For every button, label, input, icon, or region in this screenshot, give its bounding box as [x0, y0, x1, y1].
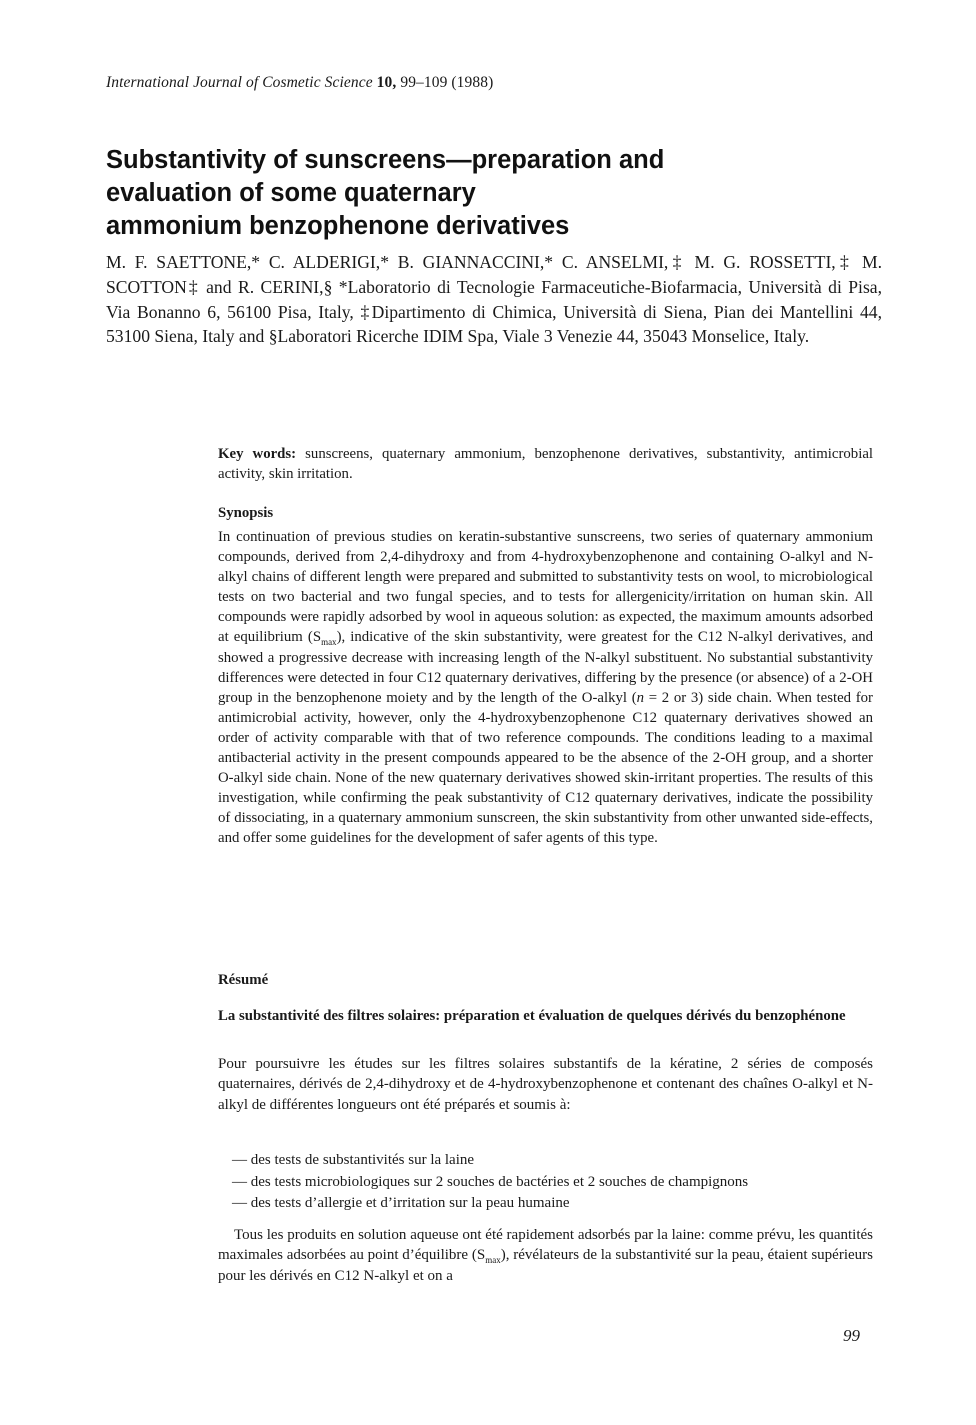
article-title-line-2: evaluation of some quaternary	[106, 179, 476, 207]
list-item: — des tests d’allergie et d’irritation sur la peau humaine	[232, 1193, 872, 1215]
resume-heading: Résumé	[218, 972, 269, 988]
resume-title: La substantivité des filtres solaires: préparation et évaluation de quelques dérivés du benzophénone	[218, 1008, 846, 1024]
article-title-line-3: ammonium benzophenone derivatives	[106, 212, 570, 240]
keywords-text: sunscreens, quaternary ammonium, benzophenone derivatives, substantivity, antimicrobial activity, skin irritation.	[218, 446, 873, 483]
list-item: — des tests microbiologiques sur 2 souches de bactéries et 2 souches de champignons	[232, 1172, 872, 1194]
resume-paragraph-2	[218, 1225, 873, 1286]
article-title	[106, 144, 866, 243]
journal-name: International Journal of Cosmetic Science	[106, 74, 373, 91]
journal-volume: 10,	[376, 74, 397, 91]
journal-pages-year: 99–109 (1988)	[400, 74, 494, 91]
n-variable: n	[636, 689, 645, 706]
synopsis-text-part-3: = 2 or 3) side chain. When tested for antimicrobial activity, however, only the 4-hydroxybenzophenone C12 quaternary derivatives showed an order of activity comparable with that of two reference compounds. The conditions leading to a maximal antibacterial activity in the present compounds appeared to be the absence of the 2-OH group, and a shorter O-alkyl side chain. None of the new quaternary derivatives showed skin-irritant properties. The results of this investigation, while confirming the peak substantivity of C12 quaternary derivatives, indicate the possibility of dissociating, in a quaternary ammonium sunscreen, the skin substantivity from other unwanted side-effects, and offer some guidelines for the development of safer agents of this type.	[218, 689, 873, 847]
synopsis-heading: Synopsis	[218, 505, 274, 521]
list-item: — des tests de substantivités sur la laine	[232, 1150, 872, 1172]
authors-affiliations: M. F. SAETTONE,* C. ALDERIGI,* B. GIANNACCINI,* C. ANSELMI,‡ M. G. ROSSETTI,‡ M. SCOTTON‡ and R. CERINI,§ *Laboratorio di Tecnologie Farmaceutiche-Biofarmacia, Università di Pisa, Via Bonanno 6, 56100 Pisa, Italy, ‡Dipartimento di Chimica, Università di Siena, Pian dei Mantellini 44, 53100 Siena, Italy and §Laboratori Ricerche IDIM Spa, Viale 3 Venezie 44, 35043 Monselice, Italy.	[106, 252, 882, 347]
resume-test-list	[232, 1150, 872, 1215]
synopsis-text-part-2: ), indicative of the skin substantivity, were greatest for the C12 N-alkyl derivatives, and showed a progressive decrease with increasing length of the N-alkyl substituent. No substantial substantivity differences were detected in four C12 quaternary derivatives, differing by the presence (or absence) of a 2-OH group in the benzophenone moiety and by the length of the O-alkyl (	[218, 629, 874, 706]
smax-subscript: max	[485, 1255, 501, 1266]
page-number: 99	[843, 1326, 860, 1345]
smax-subscript: max	[321, 637, 337, 648]
journal-citation	[106, 74, 493, 92]
resume-paragraph-1: Pour poursuivre les études sur les filtres solaires substantifs de la kératine, 2 séries de composés quaternaires, dérivés de 2,4-dihydroxy et de 4-hydroxybenzophenone et contenant des chaînes O-alkyl et N-alkyl de différentes longueurs ont été préparés et soumis à:	[218, 1056, 873, 1113]
resume-p2-part-1: Tous les produits en solution aqueuse ont été rapidement adsorbés par la laine: comme prévu, les quantités maximales adsorbées au point d’équilibre (S	[218, 1227, 873, 1264]
resume-p2-part-2: ), révélateurs de la substantivité sur la peau, étaient supérieurs pour les dérivés en C12 N-alkyl et on a	[218, 1247, 873, 1284]
keywords-label: Key words:	[218, 446, 297, 462]
keywords	[218, 444, 873, 485]
article-title-line-1: Substantivity of sunscreens—preparation and	[106, 146, 665, 174]
synopsis-text-part-1: In continuation of previous studies on keratin-substantive sunscreens, two series of quaternary ammonium compounds, derived from 2,4-dihydroxy and from 4-hydroxybenzophenone and containing O-alkyl and N-alkyl chains of different length were prepared and submitted to substantivity tests on wool, to microbiological tests on two bacterial and two fungal species, and to tests for allergenicity/irritation on human skin. All compounds were rapidly adsorbed by wool in aqueous solution: as expected, the maximum amounts adsorbed at equilibrium (S	[218, 529, 873, 646]
synopsis-text	[218, 527, 873, 849]
